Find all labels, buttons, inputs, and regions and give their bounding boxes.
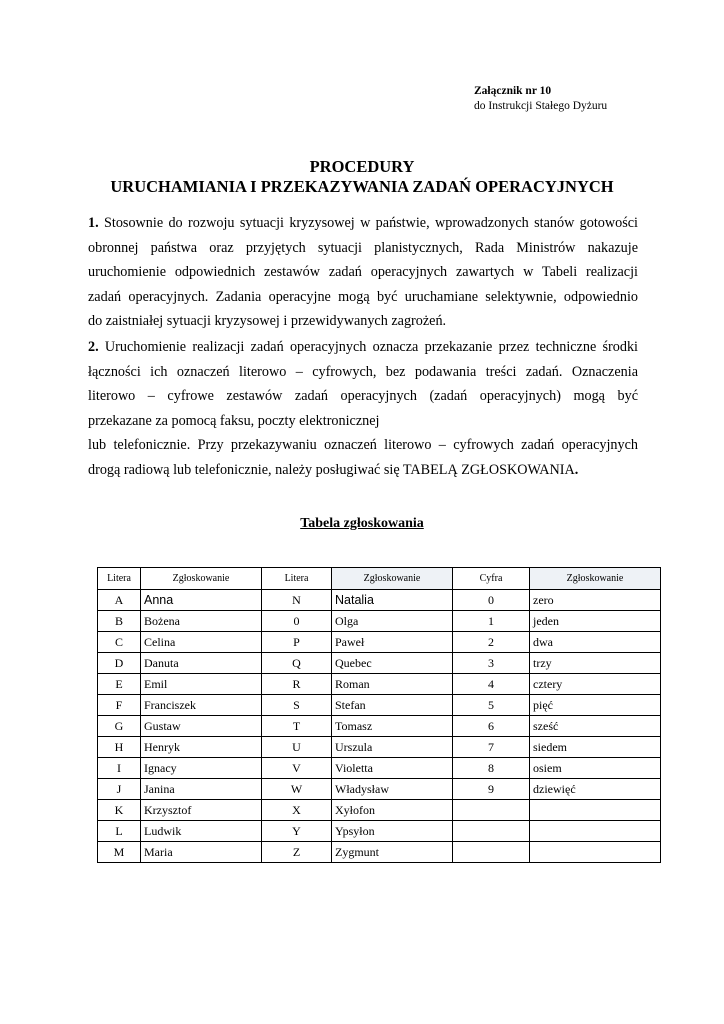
header-spelling-3: Zgłoskowanie bbox=[530, 568, 661, 590]
cell-letter-2: W bbox=[262, 779, 332, 800]
table-row bbox=[98, 737, 661, 758]
cell-digit bbox=[453, 821, 530, 842]
paragraph-2-number: 2. bbox=[88, 339, 99, 355]
paragraph-1-line-5: do zaistniałej sytuacji kryzysowej i przewidywanych zagrożeń. bbox=[88, 313, 447, 329]
cell-spelling-2: Olga bbox=[332, 611, 453, 632]
cell-spelling-2: Quebec bbox=[332, 653, 453, 674]
paragraph-2-text-6: drogą radiową lub telefonicznie, należy posługiwać się TABELĄ ZGŁOSKOWANIA bbox=[88, 461, 575, 478]
paragraph-1-line-1 bbox=[88, 215, 638, 232]
cell-letter-2: 0 bbox=[262, 611, 332, 632]
paragraph-1-text-1: Stosownie do rozwoju sytuacji kryzysowej w państwie, wprowadzonych stanów gotowości bbox=[98, 215, 638, 231]
cell-letter-1: D bbox=[98, 653, 141, 674]
cell-letter-2: T bbox=[262, 716, 332, 737]
table-row bbox=[98, 653, 661, 674]
cell-digit: 0 bbox=[453, 590, 530, 611]
cell-spelling-1: Bożena bbox=[141, 611, 262, 632]
attachment-reference: do Instrukcji Stałego Dyżuru bbox=[474, 100, 608, 112]
header-letter-1: Litera bbox=[98, 568, 141, 590]
cell-spelling-1: Danuta bbox=[141, 653, 262, 674]
paragraph-1-line-4: zadań operacyjnych. Zadania operacyjne mogą być uruchamiane selektywnie, odpowiednio bbox=[88, 288, 638, 305]
cell-spelling-1: Janina bbox=[141, 779, 262, 800]
cell-letter-1: F bbox=[98, 695, 141, 716]
cell-spelling-2: Natalia bbox=[332, 590, 453, 611]
title-line-2: URUCHAMIANIA I PRZEKAZYWANIA ZADAŃ OPERACYJNYCH bbox=[110, 177, 614, 196]
table-row bbox=[98, 674, 661, 695]
cell-spelling-3: siedem bbox=[530, 737, 661, 758]
cell-spelling-2: Tomasz bbox=[332, 716, 453, 737]
cell-spelling-2: Urszula bbox=[332, 737, 453, 758]
cell-spelling-2: Xyłofon bbox=[332, 800, 453, 821]
cell-letter-1: K bbox=[98, 800, 141, 821]
paragraph-2-line-1 bbox=[88, 339, 638, 356]
cell-letter-2: Y bbox=[262, 821, 332, 842]
table-row bbox=[98, 821, 661, 842]
table-row bbox=[98, 611, 661, 632]
cell-spelling-1: Anna bbox=[141, 590, 262, 611]
cell-spelling-1: Ignacy bbox=[141, 758, 262, 779]
cell-letter-2: N bbox=[262, 590, 332, 611]
cell-letter-2: S bbox=[262, 695, 332, 716]
table-row bbox=[98, 800, 661, 821]
cell-digit bbox=[453, 842, 530, 863]
cell-letter-2: V bbox=[262, 758, 332, 779]
cell-letter-1: J bbox=[98, 779, 141, 800]
table-row bbox=[98, 716, 661, 737]
cell-spelling-2: Zygmunt bbox=[332, 842, 453, 863]
table-body bbox=[98, 590, 661, 863]
cell-letter-1: C bbox=[98, 632, 141, 653]
cell-letter-2: R bbox=[262, 674, 332, 695]
cell-letter-1: G bbox=[98, 716, 141, 737]
cell-spelling-1: Maria bbox=[141, 842, 262, 863]
cell-spelling-1: Krzysztof bbox=[141, 800, 262, 821]
cell-letter-1: L bbox=[98, 821, 141, 842]
cell-letter-2: X bbox=[262, 800, 332, 821]
paragraph-2-line-6 bbox=[88, 462, 638, 479]
cell-letter-1: E bbox=[98, 674, 141, 695]
cell-digit bbox=[453, 800, 530, 821]
cell-digit: 8 bbox=[453, 758, 530, 779]
cell-letter-2: U bbox=[262, 737, 332, 758]
paragraph-2-text-1: Uruchomienie realizacji zadań operacyjnych oznacza przekazanie przez techniczne środki bbox=[98, 339, 638, 355]
cell-spelling-3: dziewięć bbox=[530, 779, 661, 800]
cell-letter-1: A bbox=[98, 590, 141, 611]
cell-spelling-1: Emil bbox=[141, 674, 262, 695]
table-row bbox=[98, 695, 661, 716]
cell-letter-1: H bbox=[98, 737, 141, 758]
cell-spelling-1: Ludwik bbox=[141, 821, 262, 842]
cell-digit: 7 bbox=[453, 737, 530, 758]
cell-spelling-1: Franciszek bbox=[141, 695, 262, 716]
cell-spelling-3: jeden bbox=[530, 611, 661, 632]
cell-letter-2: Z bbox=[262, 842, 332, 863]
cell-spelling-3: cztery bbox=[530, 674, 661, 695]
cell-spelling-3: trzy bbox=[530, 653, 661, 674]
cell-letter-1: I bbox=[98, 758, 141, 779]
cell-spelling-2: Violetta bbox=[332, 758, 453, 779]
table-row bbox=[98, 758, 661, 779]
header-digit: Cyfra bbox=[453, 568, 530, 590]
cell-spelling-2: Paweł bbox=[332, 632, 453, 653]
table-row bbox=[98, 842, 661, 863]
paragraph-2-line-3: literowo – cyfrowe zestawów zadań operacyjnych (zadań operacyjnych) mogą być bbox=[88, 388, 638, 404]
cell-letter-1: M bbox=[98, 842, 141, 863]
cell-letter-2: P bbox=[262, 632, 332, 653]
cell-spelling-1: Gustaw bbox=[141, 716, 262, 737]
cell-spelling-3 bbox=[530, 821, 661, 842]
paragraph-2-line-5: lub telefonicznie. Przy przekazywaniu oznaczeń literowo – cyfrowych zadań operacyjnych bbox=[88, 437, 638, 453]
cell-digit: 9 bbox=[453, 779, 530, 800]
cell-spelling-3: dwa bbox=[530, 632, 661, 653]
cell-digit: 2 bbox=[453, 632, 530, 653]
cell-spelling-3: sześć bbox=[530, 716, 661, 737]
table-title: Tabela zgłoskowania bbox=[300, 516, 424, 531]
cell-spelling-2: Ypsyłon bbox=[332, 821, 453, 842]
cell-spelling-3: pięć bbox=[530, 695, 661, 716]
cell-digit: 4 bbox=[453, 674, 530, 695]
cell-spelling-1: Celina bbox=[141, 632, 262, 653]
cell-digit: 6 bbox=[453, 716, 530, 737]
attachment-header bbox=[474, 84, 607, 114]
cell-spelling-2: Roman bbox=[332, 674, 453, 695]
cell-spelling-3 bbox=[530, 800, 661, 821]
cell-spelling-2: Władysław bbox=[332, 779, 453, 800]
cell-digit: 3 bbox=[453, 653, 530, 674]
header-spelling-2: Zgłoskowanie bbox=[332, 568, 453, 590]
cell-digit: 5 bbox=[453, 695, 530, 716]
table-row bbox=[98, 590, 661, 611]
cell-digit: 1 bbox=[453, 611, 530, 632]
table-row bbox=[98, 632, 661, 653]
cell-spelling-3 bbox=[530, 842, 661, 863]
cell-letter-1: B bbox=[98, 611, 141, 632]
header-spelling-1: Zgłoskowanie bbox=[141, 568, 262, 590]
cell-spelling-1: Henryk bbox=[141, 737, 262, 758]
title-line-1: PROCEDURY bbox=[309, 157, 415, 176]
paragraph-2-line-2: łączności ich oznaczeń literowo – cyfrowych, bez podawania treści zadań. Oznaczenia bbox=[88, 363, 638, 380]
cell-letter-2: Q bbox=[262, 653, 332, 674]
paragraph-2-end: . bbox=[574, 461, 579, 478]
cell-spelling-2: Stefan bbox=[332, 695, 453, 716]
attachment-number: Załącznik nr 10 bbox=[474, 85, 552, 97]
header-letter-2: Litera bbox=[262, 568, 332, 590]
paragraph-1-line-3: uruchomienie odpowiednich zestawów zadań operacyjnych zawartych w Tabeli realizacji bbox=[88, 264, 638, 280]
paragraph-1-line-2: obronnej państwa oraz przyjętych sytuacji planistycznych, Rada Ministrów nakazuje bbox=[88, 239, 638, 256]
cell-spelling-3: osiem bbox=[530, 758, 661, 779]
spelling-table bbox=[97, 567, 661, 863]
paragraph-1-number: 1. bbox=[88, 215, 99, 231]
paragraph-2-line-4: przekazane za pomocą faksu, poczty elektronicznej bbox=[88, 412, 380, 429]
table-header-row bbox=[98, 568, 661, 590]
cell-spelling-3: zero bbox=[530, 590, 661, 611]
table-row bbox=[98, 779, 661, 800]
